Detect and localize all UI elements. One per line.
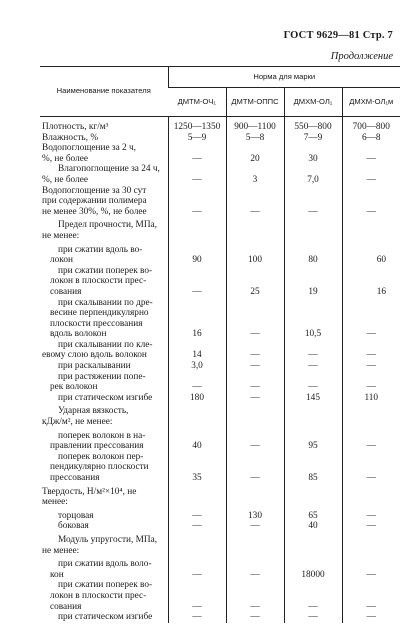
cell-value [284, 308, 342, 319]
cell-value: — [342, 441, 400, 452]
cell-value [168, 546, 226, 557]
cell-value [342, 580, 400, 591]
table-row [40, 266, 400, 277]
cell-value [226, 186, 284, 197]
cell-value: 30 [284, 154, 342, 165]
cell-value [168, 497, 226, 508]
cell-value: 14 [168, 350, 226, 361]
cell-value [168, 452, 226, 463]
cell-value: 145 [284, 393, 342, 404]
cell-value [168, 196, 226, 207]
row-label: кон [50, 569, 64, 580]
row-label: Ударная вязкость, [58, 406, 129, 417]
cell-value [226, 403, 284, 417]
cell-value [226, 556, 284, 570]
cell-value [342, 497, 400, 508]
table-row [40, 508, 400, 522]
row-label: локон в плоскости прес- [50, 276, 147, 287]
table-row [40, 484, 400, 498]
cell-value [284, 242, 342, 256]
cell-value [342, 266, 400, 277]
table-row [40, 591, 400, 602]
row-label: при скалывании по кле- [58, 339, 153, 350]
cell-value [284, 298, 342, 309]
row-label: вдоль волокон [50, 329, 107, 340]
table-row [40, 350, 400, 361]
cell-value [284, 556, 342, 570]
cell-value [226, 276, 284, 287]
cell-value [226, 242, 284, 256]
table-row [40, 186, 400, 197]
cell-value [284, 428, 342, 442]
cell-value [168, 308, 226, 319]
row-label: при содержании полимера [42, 196, 147, 207]
cell-value [168, 276, 226, 287]
cell-value: 60 [342, 255, 400, 266]
row-label: рек волокон [50, 382, 98, 393]
cell-value [284, 546, 342, 557]
cell-value: 5—9 [168, 133, 226, 144]
cell-value [342, 484, 400, 498]
cell-value [342, 186, 400, 197]
cell-value: 90 [168, 255, 226, 266]
cell-value [284, 231, 342, 242]
cell-value: — [284, 207, 342, 218]
row-label: кДж/м², не менее: [42, 417, 113, 428]
cell-value [226, 462, 284, 473]
page-header [284, 30, 393, 41]
cell-value [342, 231, 400, 242]
cell-value: 19 [284, 287, 342, 298]
cell-value [342, 556, 400, 570]
cell-value: 16 [342, 287, 400, 298]
cell-value [284, 532, 342, 546]
cell-value: 130 [226, 508, 284, 522]
row-label: торцовая [58, 510, 94, 521]
cell-value: — [284, 361, 342, 372]
cell-value: 35 [168, 473, 226, 484]
cell-value [342, 532, 400, 546]
row-label: поперек волокон в на- [58, 430, 146, 441]
cell-value [168, 266, 226, 277]
cell-value [284, 164, 342, 175]
cell-value: — [226, 207, 284, 218]
row-label: при сжатии поперек во- [58, 580, 153, 591]
row-label: при сжатии вдоль воло- [58, 559, 152, 570]
cell-value [226, 217, 284, 231]
cell-value [226, 580, 284, 591]
column-header-grade-4: ДМХМ-ОЛ₁м [342, 88, 400, 117]
cell-value: 180 [168, 393, 226, 404]
table-row [40, 441, 400, 452]
cell-value [342, 242, 400, 256]
cell-value: — [226, 350, 284, 361]
cell-value: 900—1100 [226, 122, 284, 133]
table-row [40, 403, 400, 417]
cell-value: 6—8 [342, 133, 400, 144]
cell-value: 700—800 [342, 122, 400, 133]
row-label: сования [50, 286, 82, 297]
cell-value: — [342, 612, 400, 623]
cell-value: — [342, 207, 400, 218]
cell-value: — [342, 602, 400, 613]
table-row [40, 217, 400, 231]
row-label: локон [50, 255, 73, 266]
column-header-grade-1: ДМТМ-ОЧ₁ [168, 88, 226, 117]
cell-value [168, 372, 226, 383]
table-row [40, 393, 400, 404]
table-row [40, 164, 400, 175]
table-row [40, 382, 400, 393]
table-row [40, 276, 400, 287]
cell-value [168, 580, 226, 591]
cell-value: — [226, 361, 284, 372]
cell-value [342, 340, 400, 351]
cell-value: — [342, 350, 400, 361]
table-row [40, 143, 400, 154]
cell-value: — [342, 329, 400, 340]
table-row [40, 340, 400, 351]
cell-value [168, 242, 226, 256]
cell-value [226, 417, 284, 428]
cell-value: — [342, 570, 400, 581]
cell-value: — [342, 361, 400, 372]
cell-value [342, 428, 400, 442]
cell-value [284, 319, 342, 330]
cell-value: — [168, 612, 226, 623]
cell-value: 110 [342, 393, 400, 404]
table-row [40, 196, 400, 207]
cell-value [284, 484, 342, 498]
cell-value: 85 [284, 473, 342, 484]
cell-value [284, 143, 342, 154]
cell-value [284, 340, 342, 351]
cell-value [226, 497, 284, 508]
cell-value [284, 372, 342, 383]
cell-value [226, 319, 284, 330]
table-row [40, 242, 400, 256]
cell-value [342, 164, 400, 175]
cell-value: 20 [226, 154, 284, 165]
row-label: Водопоглощение за 2 ч, [42, 143, 136, 154]
row-label: не менее 30%, %, не более [42, 206, 147, 217]
column-header-grade-2: ДМТМ-ОППС [226, 88, 284, 117]
row-label: весине перпендикулярно [50, 308, 149, 319]
cell-value [226, 546, 284, 557]
cell-value [226, 372, 284, 383]
row-label: Влагопоглощение за 24 ч, [58, 164, 160, 175]
cell-value [342, 546, 400, 557]
continuation-label: Продолжение [330, 51, 393, 62]
cell-value [342, 417, 400, 428]
cell-value: — [226, 382, 284, 393]
cell-value: — [342, 154, 400, 165]
cell-value [342, 403, 400, 417]
cell-value: — [342, 175, 400, 186]
row-label: правлении прессования [50, 441, 144, 452]
cell-value: 40 [168, 441, 226, 452]
table-row [40, 154, 400, 165]
table-row [40, 319, 400, 330]
properties-table [40, 66, 400, 623]
table-row [40, 255, 400, 266]
cell-value: 16 [168, 329, 226, 340]
cell-value: — [168, 207, 226, 218]
cell-value: 10,5 [284, 329, 342, 340]
cell-value [342, 591, 400, 602]
cell-value [168, 532, 226, 546]
table-row [40, 175, 400, 186]
cell-value: — [168, 602, 226, 613]
cell-value [168, 428, 226, 442]
cell-value [226, 164, 284, 175]
cell-value [342, 196, 400, 207]
table-row [40, 580, 400, 591]
cell-value [168, 462, 226, 473]
row-label: при сжатии вдоль во- [58, 244, 143, 255]
cell-value [226, 340, 284, 351]
table-row [40, 556, 400, 570]
cell-value: — [284, 612, 342, 623]
cell-value [226, 484, 284, 498]
cell-value [226, 196, 284, 207]
row-label: Твердость, Н/м²×10⁴, не [42, 486, 137, 497]
page-number: Стр. 7 [362, 30, 393, 41]
cell-value: — [168, 508, 226, 522]
row-label: Плотность, кг/м³ [42, 122, 109, 132]
table-row [40, 532, 400, 546]
row-label: прессования [50, 473, 100, 483]
cell-value [168, 298, 226, 309]
cell-value [284, 196, 342, 207]
row-label: Влажность, % [42, 132, 99, 143]
table-row [40, 417, 400, 428]
cell-value: — [226, 570, 284, 581]
cell-value: 65 [284, 508, 342, 522]
cell-value: — [226, 473, 284, 484]
cell-value [168, 319, 226, 330]
cell-value [226, 532, 284, 546]
cell-value [284, 276, 342, 287]
table-row [40, 207, 400, 218]
column-header-grade-3: ДМХМ-ОЛ₁ [284, 88, 342, 117]
cell-value [168, 231, 226, 242]
cell-value: — [168, 287, 226, 298]
row-label: при скалывании по дре- [58, 297, 153, 308]
cell-value: — [226, 441, 284, 452]
row-label: %, не более [42, 174, 88, 185]
cell-value: 40 [284, 521, 342, 532]
cell-value [342, 319, 400, 330]
cell-value: 7—9 [284, 133, 342, 144]
row-label: боковая [58, 521, 89, 532]
cell-value [168, 340, 226, 351]
row-label: при сжатии поперек во- [58, 265, 153, 276]
cell-value: 25 [226, 287, 284, 298]
table-row [40, 298, 400, 309]
cell-value [284, 591, 342, 602]
cell-value: — [342, 473, 400, 484]
row-label: %, не более [42, 153, 88, 164]
table-row [40, 452, 400, 463]
table-row [40, 231, 400, 242]
table-row [40, 372, 400, 383]
cell-value [168, 591, 226, 602]
cell-value: — [226, 612, 284, 623]
cell-value [226, 591, 284, 602]
row-label: не менее: [42, 230, 80, 241]
cell-value [168, 186, 226, 197]
table-row [40, 122, 400, 133]
cell-value [226, 428, 284, 442]
cell-value [342, 143, 400, 154]
cell-value: 1250—1350 [168, 122, 226, 133]
cell-value [342, 372, 400, 383]
cell-value [168, 556, 226, 570]
row-label: Предел прочности, МПа, [58, 220, 157, 231]
cell-value [168, 417, 226, 428]
cell-value [284, 417, 342, 428]
cell-value: — [342, 521, 400, 532]
table-row [40, 473, 400, 484]
table-row [40, 329, 400, 340]
cell-value: — [342, 382, 400, 393]
cell-value [342, 217, 400, 231]
cell-value [226, 452, 284, 463]
cell-value [168, 164, 226, 175]
cell-value [168, 484, 226, 498]
table-row [40, 521, 400, 532]
cell-value [168, 217, 226, 231]
table-row [40, 287, 400, 298]
cell-value [226, 298, 284, 309]
cell-value [226, 266, 284, 277]
cell-value: — [226, 521, 284, 532]
row-label: локон в плоскости прес- [50, 590, 147, 601]
cell-value: — [226, 393, 284, 404]
cell-value: — [226, 329, 284, 340]
row-label: евому слою вдоль волокон [42, 350, 147, 361]
table-row [40, 612, 400, 623]
cell-value: — [284, 350, 342, 361]
table-row [40, 462, 400, 473]
cell-value [342, 298, 400, 309]
table-row [40, 361, 400, 372]
cell-value: 550—800 [284, 122, 342, 133]
row-label: Водопоглощение за 30 сут [42, 185, 147, 196]
cell-value: — [284, 382, 342, 393]
cell-value [342, 308, 400, 319]
cell-value [226, 143, 284, 154]
cell-value: — [168, 570, 226, 581]
row-label: при растяжении попе- [58, 371, 146, 382]
cell-value [284, 452, 342, 463]
table-row [40, 546, 400, 557]
row-label: поперек волокон пер- [58, 451, 144, 462]
row-label: менее: [42, 497, 68, 508]
table-header-row [40, 67, 400, 88]
table-row [40, 602, 400, 613]
cell-value: 80 [284, 255, 342, 266]
cell-value [342, 462, 400, 473]
cell-value: 3 [226, 175, 284, 186]
column-header-norm: Норма для марки [168, 67, 400, 88]
cell-value: 100 [226, 255, 284, 266]
cell-value [168, 143, 226, 154]
table-row [40, 308, 400, 319]
table-row [40, 428, 400, 442]
cell-value [226, 231, 284, 242]
cell-value: — [168, 521, 226, 532]
cell-value [226, 308, 284, 319]
table-row [40, 570, 400, 581]
cell-value [284, 497, 342, 508]
table-row [40, 497, 400, 508]
cell-value [284, 266, 342, 277]
row-label: при раскалывании [58, 361, 131, 372]
cell-value: — [342, 508, 400, 522]
cell-value: — [226, 602, 284, 613]
row-label: пендикулярно плоскости [50, 462, 149, 473]
cell-value: — [284, 602, 342, 613]
cell-value [284, 580, 342, 591]
row-label: не менее: [42, 545, 80, 556]
cell-value: — [168, 382, 226, 393]
cell-value [284, 403, 342, 417]
cell-value [342, 276, 400, 287]
table-row [40, 133, 400, 144]
cell-value [284, 462, 342, 473]
row-label: сования [50, 601, 82, 612]
row-label: плоскости прессования [50, 318, 143, 329]
cell-value: 18000 [284, 570, 342, 581]
cell-value: 5—8 [226, 133, 284, 144]
cell-value: — [168, 154, 226, 165]
cell-value [284, 217, 342, 231]
gost-number: ГОСТ 9629—81 [283, 30, 360, 41]
column-header-name: Наименование показателя [40, 67, 168, 117]
row-label: Модуль упругости, МПа, [58, 534, 158, 545]
cell-value: 7,0 [284, 175, 342, 186]
cell-value [342, 452, 400, 463]
cell-value [284, 186, 342, 197]
cell-value [168, 403, 226, 417]
row-label: при статическом изгибе [58, 612, 153, 623]
row-label: при статическом изгибе [58, 392, 153, 403]
cell-value: 3,0 [168, 361, 226, 372]
cell-value: 95 [284, 441, 342, 452]
cell-value: — [168, 175, 226, 186]
